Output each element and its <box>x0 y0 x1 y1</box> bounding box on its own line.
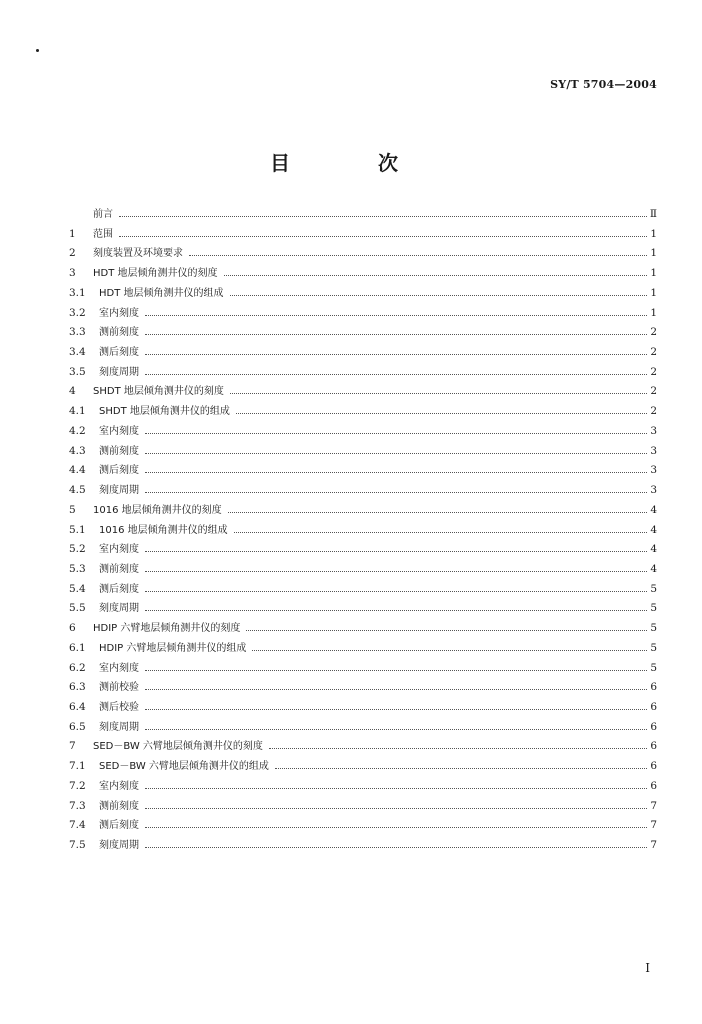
toc-entry[interactable] <box>69 599 657 619</box>
toc-leader-dots <box>145 550 647 552</box>
toc-entry-page: 5 <box>650 582 657 595</box>
toc-entry-title: 室内刻度 <box>99 307 139 319</box>
toc-entry-title: SHDT 地层倾角测井仪的刻度 <box>93 386 224 398</box>
toc-entry-page: 6 <box>650 779 657 792</box>
toc-leader-dots <box>189 254 647 256</box>
toc-entry[interactable] <box>69 343 657 363</box>
toc-entry-page: 7 <box>650 799 657 812</box>
toc-entry-page: 2 <box>650 326 657 339</box>
toc-entry-number: 2 <box>69 247 76 260</box>
toc-leader-dots <box>145 590 647 592</box>
toc-entry-title: 测后校验 <box>99 701 139 713</box>
toc-entry-title: 1016 地层倾角测井仪的刻度 <box>93 504 222 516</box>
toc-leader-dots <box>145 452 647 454</box>
toc-entry-number: 6.5 <box>69 720 86 733</box>
toc-entry-number: 1 <box>69 227 76 240</box>
toc-entry-title: 测后刻度 <box>99 347 139 359</box>
toc-leader-dots <box>145 491 647 493</box>
toc-entry[interactable] <box>69 521 657 541</box>
toc-entry-number: 7.5 <box>69 839 86 851</box>
toc-leader-dots <box>145 314 647 316</box>
toc-entry-page: Ⅱ <box>649 208 657 220</box>
toc-leader-dots <box>145 708 647 710</box>
toc-entry-title: 范围 <box>93 228 113 240</box>
table-of-contents <box>69 205 657 856</box>
toc-entry-title: 刻度周期 <box>99 603 139 615</box>
toc-entry-number: 6.2 <box>69 661 86 674</box>
toc-entry-number: 6.4 <box>69 700 86 713</box>
toc-entry-title: 室内刻度 <box>99 425 139 437</box>
toc-leader-dots <box>145 688 647 690</box>
toc-entry-title: 室内刻度 <box>99 662 139 674</box>
toc-entry-title: 刻度周期 <box>99 366 139 378</box>
toc-entry-page: 2 <box>650 346 657 359</box>
toc-entry[interactable] <box>69 560 657 580</box>
toc-entry[interactable] <box>69 836 657 856</box>
toc-entry[interactable] <box>69 639 657 659</box>
toc-entry[interactable] <box>69 797 657 817</box>
toc-entry-page: 4 <box>650 523 657 536</box>
toc-entry-page: 7 <box>650 839 657 851</box>
toc-entry-page: 5 <box>650 622 657 635</box>
toc-entry-page: 6 <box>650 681 657 694</box>
toc-entry-page: 3 <box>650 464 657 477</box>
toc-entry-number: 5 <box>69 503 76 516</box>
standard-code: SY/T 5704—2004 <box>550 78 657 91</box>
toc-entry-title: 刻度周期 <box>99 840 139 851</box>
toc-entry-number: 6.1 <box>69 641 86 654</box>
toc-entry-number: 4.2 <box>69 424 86 437</box>
toc-entry-title: 测前刻度 <box>99 563 139 575</box>
toc-entry[interactable] <box>69 678 657 698</box>
toc-entry-page: 1 <box>650 286 657 299</box>
toc-entry-number: 4.3 <box>69 444 86 457</box>
toc-entry-number: 7.2 <box>69 779 86 792</box>
toc-entry-number: 7.4 <box>69 819 86 832</box>
toc-entry-number: 4.5 <box>69 484 86 497</box>
toc-entry[interactable] <box>69 718 657 738</box>
toc-leader-dots <box>145 570 647 572</box>
toc-entry-page: 1 <box>650 306 657 319</box>
toc-entry[interactable] <box>69 304 657 324</box>
toc-leader-dots <box>145 826 647 828</box>
toc-entry[interactable] <box>69 580 657 600</box>
toc-leader-dots <box>145 609 647 611</box>
toc-entry-number: 6 <box>69 622 76 635</box>
toc-entry-page: 5 <box>650 602 657 615</box>
toc-entry-page: 6 <box>650 760 657 773</box>
toc-entry[interactable] <box>69 284 657 304</box>
toc-entry-page: 4 <box>650 543 657 556</box>
toc-entry-number: 5.5 <box>69 602 86 615</box>
toc-entry-title: 1016 地层倾角测井仪的组成 <box>99 524 228 536</box>
toc-entry[interactable] <box>69 737 657 757</box>
toc-entry[interactable] <box>69 757 657 777</box>
toc-leader-dots <box>252 649 647 651</box>
toc-entry-page: 6 <box>650 740 657 753</box>
toc-entry-title: HDIP 六臂地层倾角测井仪的组成 <box>99 642 247 654</box>
toc-entry[interactable] <box>69 264 657 284</box>
toc-entry-number: 3 <box>69 267 76 280</box>
toc-leader-dots <box>230 392 647 394</box>
toc-entry[interactable] <box>69 442 657 462</box>
toc-entry-page: 6 <box>650 720 657 733</box>
toc-entry[interactable] <box>69 244 657 264</box>
toc-entry[interactable] <box>69 698 657 718</box>
toc-entry-title: 刻度周期 <box>99 485 139 497</box>
toc-entry[interactable] <box>69 777 657 797</box>
toc-entry-number: 5.3 <box>69 562 86 575</box>
toc-entry[interactable] <box>69 461 657 481</box>
toc-entry-title: HDT 地层倾角测井仪的组成 <box>99 287 224 299</box>
toc-entry[interactable] <box>69 205 657 225</box>
toc-entry-number: 4.1 <box>69 405 86 418</box>
toc-entry[interactable] <box>69 363 657 383</box>
toc-leader-dots <box>119 235 647 237</box>
toc-entry-number: 4 <box>69 385 76 398</box>
scan-dot-mark <box>36 49 39 52</box>
toc-entry-title: HDT 地层倾角测井仪的刻度 <box>93 268 218 280</box>
toc-leader-dots <box>145 846 647 848</box>
toc-leader-dots <box>246 629 647 631</box>
toc-entry-page: 6 <box>650 700 657 713</box>
toc-entry[interactable] <box>69 481 657 501</box>
toc-leader-dots <box>145 333 647 335</box>
toc-entry-title: SED－BW 六臂地层倾角测井仪的刻度 <box>93 741 263 753</box>
toc-entry-page: 1 <box>650 227 657 240</box>
toc-entry-page: 2 <box>650 365 657 378</box>
toc-entry[interactable] <box>69 225 657 245</box>
toc-entry-title: 测后刻度 <box>99 465 139 477</box>
toc-entry-title: 测后刻度 <box>99 820 139 832</box>
toc-leader-dots <box>269 747 647 749</box>
toc-entry-number: 7 <box>69 740 76 753</box>
toc-entry-page: 4 <box>650 503 657 516</box>
toc-entry-page: 2 <box>650 405 657 418</box>
toc-entry-page: 3 <box>650 444 657 457</box>
toc-entry-number: 5.4 <box>69 582 86 595</box>
toc-leader-dots <box>145 807 647 809</box>
toc-entry-page: 2 <box>650 385 657 398</box>
toc-entry-number: 3.2 <box>69 306 86 319</box>
toc-entry-page: 3 <box>650 484 657 497</box>
toc-leader-dots <box>236 412 647 414</box>
toc-entry-page: 1 <box>650 267 657 280</box>
toc-entry[interactable] <box>69 402 657 422</box>
toc-leader-dots <box>275 767 647 769</box>
toc-entry[interactable] <box>69 816 657 836</box>
footer-page-number: I <box>645 961 650 975</box>
toc-leader-dots <box>224 274 648 276</box>
toc-entry-title: 测前刻度 <box>99 445 139 457</box>
toc-entry-page: 7 <box>650 819 657 832</box>
toc-leader-dots <box>145 669 647 671</box>
toc-entry-number: 5.1 <box>69 523 86 536</box>
toc-entry-title: 测前刻度 <box>99 327 139 339</box>
toc-leader-dots <box>119 215 647 217</box>
toc-leader-dots <box>145 787 647 789</box>
toc-leader-dots <box>145 432 647 434</box>
toc-entry[interactable] <box>69 382 657 402</box>
toc-entry-page: 1 <box>650 247 657 260</box>
toc-leader-dots <box>234 531 648 533</box>
toc-entry[interactable] <box>69 659 657 679</box>
toc-leader-dots <box>145 373 647 375</box>
toc-entry-title: 室内刻度 <box>99 544 139 556</box>
toc-entry-title: 测后刻度 <box>99 583 139 595</box>
toc-leader-dots <box>228 511 648 513</box>
toc-entry-number: 3.1 <box>69 286 86 299</box>
toc-entry-title: 刻度周期 <box>99 721 139 733</box>
page-title: 目 次 <box>270 151 432 175</box>
toc-entry-page: 3 <box>650 424 657 437</box>
toc-leader-dots <box>145 728 647 730</box>
toc-entry-number: 7.1 <box>69 760 86 773</box>
toc-entry[interactable] <box>69 501 657 521</box>
toc-entry-title: HDIP 六臂地层倾角测井仪的刻度 <box>93 623 241 635</box>
toc-entry-title: 测前校验 <box>99 682 139 694</box>
toc-leader-dots <box>145 353 647 355</box>
toc-entry[interactable] <box>69 619 657 639</box>
toc-entry-number: 4.4 <box>69 464 86 477</box>
toc-entry-page: 4 <box>650 562 657 575</box>
toc-entry-title: SHDT 地层倾角测井仪的组成 <box>99 406 230 418</box>
toc-entry-number: 7.3 <box>69 799 86 812</box>
toc-entry-number: 3.4 <box>69 346 86 359</box>
toc-entry-number: 6.3 <box>69 681 86 694</box>
toc-entry-number: 5.2 <box>69 543 86 556</box>
toc-entry-title: 室内刻度 <box>99 780 139 792</box>
toc-leader-dots <box>145 471 647 473</box>
toc-entry-number: 3.5 <box>69 365 86 378</box>
toc-entry-title: SED－BW 六臂地层倾角测井仪的组成 <box>99 761 269 773</box>
toc-entry-title: 前言 <box>93 209 113 220</box>
toc-entry-title: 测前刻度 <box>99 800 139 812</box>
toc-entry[interactable] <box>69 422 657 442</box>
toc-entry-number: 3.3 <box>69 326 86 339</box>
toc-entry-page: 5 <box>650 641 657 654</box>
toc-entry-page: 5 <box>650 661 657 674</box>
toc-entry[interactable] <box>69 323 657 343</box>
toc-entry[interactable] <box>69 540 657 560</box>
toc-entry-title: 刻度装置及环境要求 <box>93 248 183 260</box>
toc-leader-dots <box>230 294 648 296</box>
